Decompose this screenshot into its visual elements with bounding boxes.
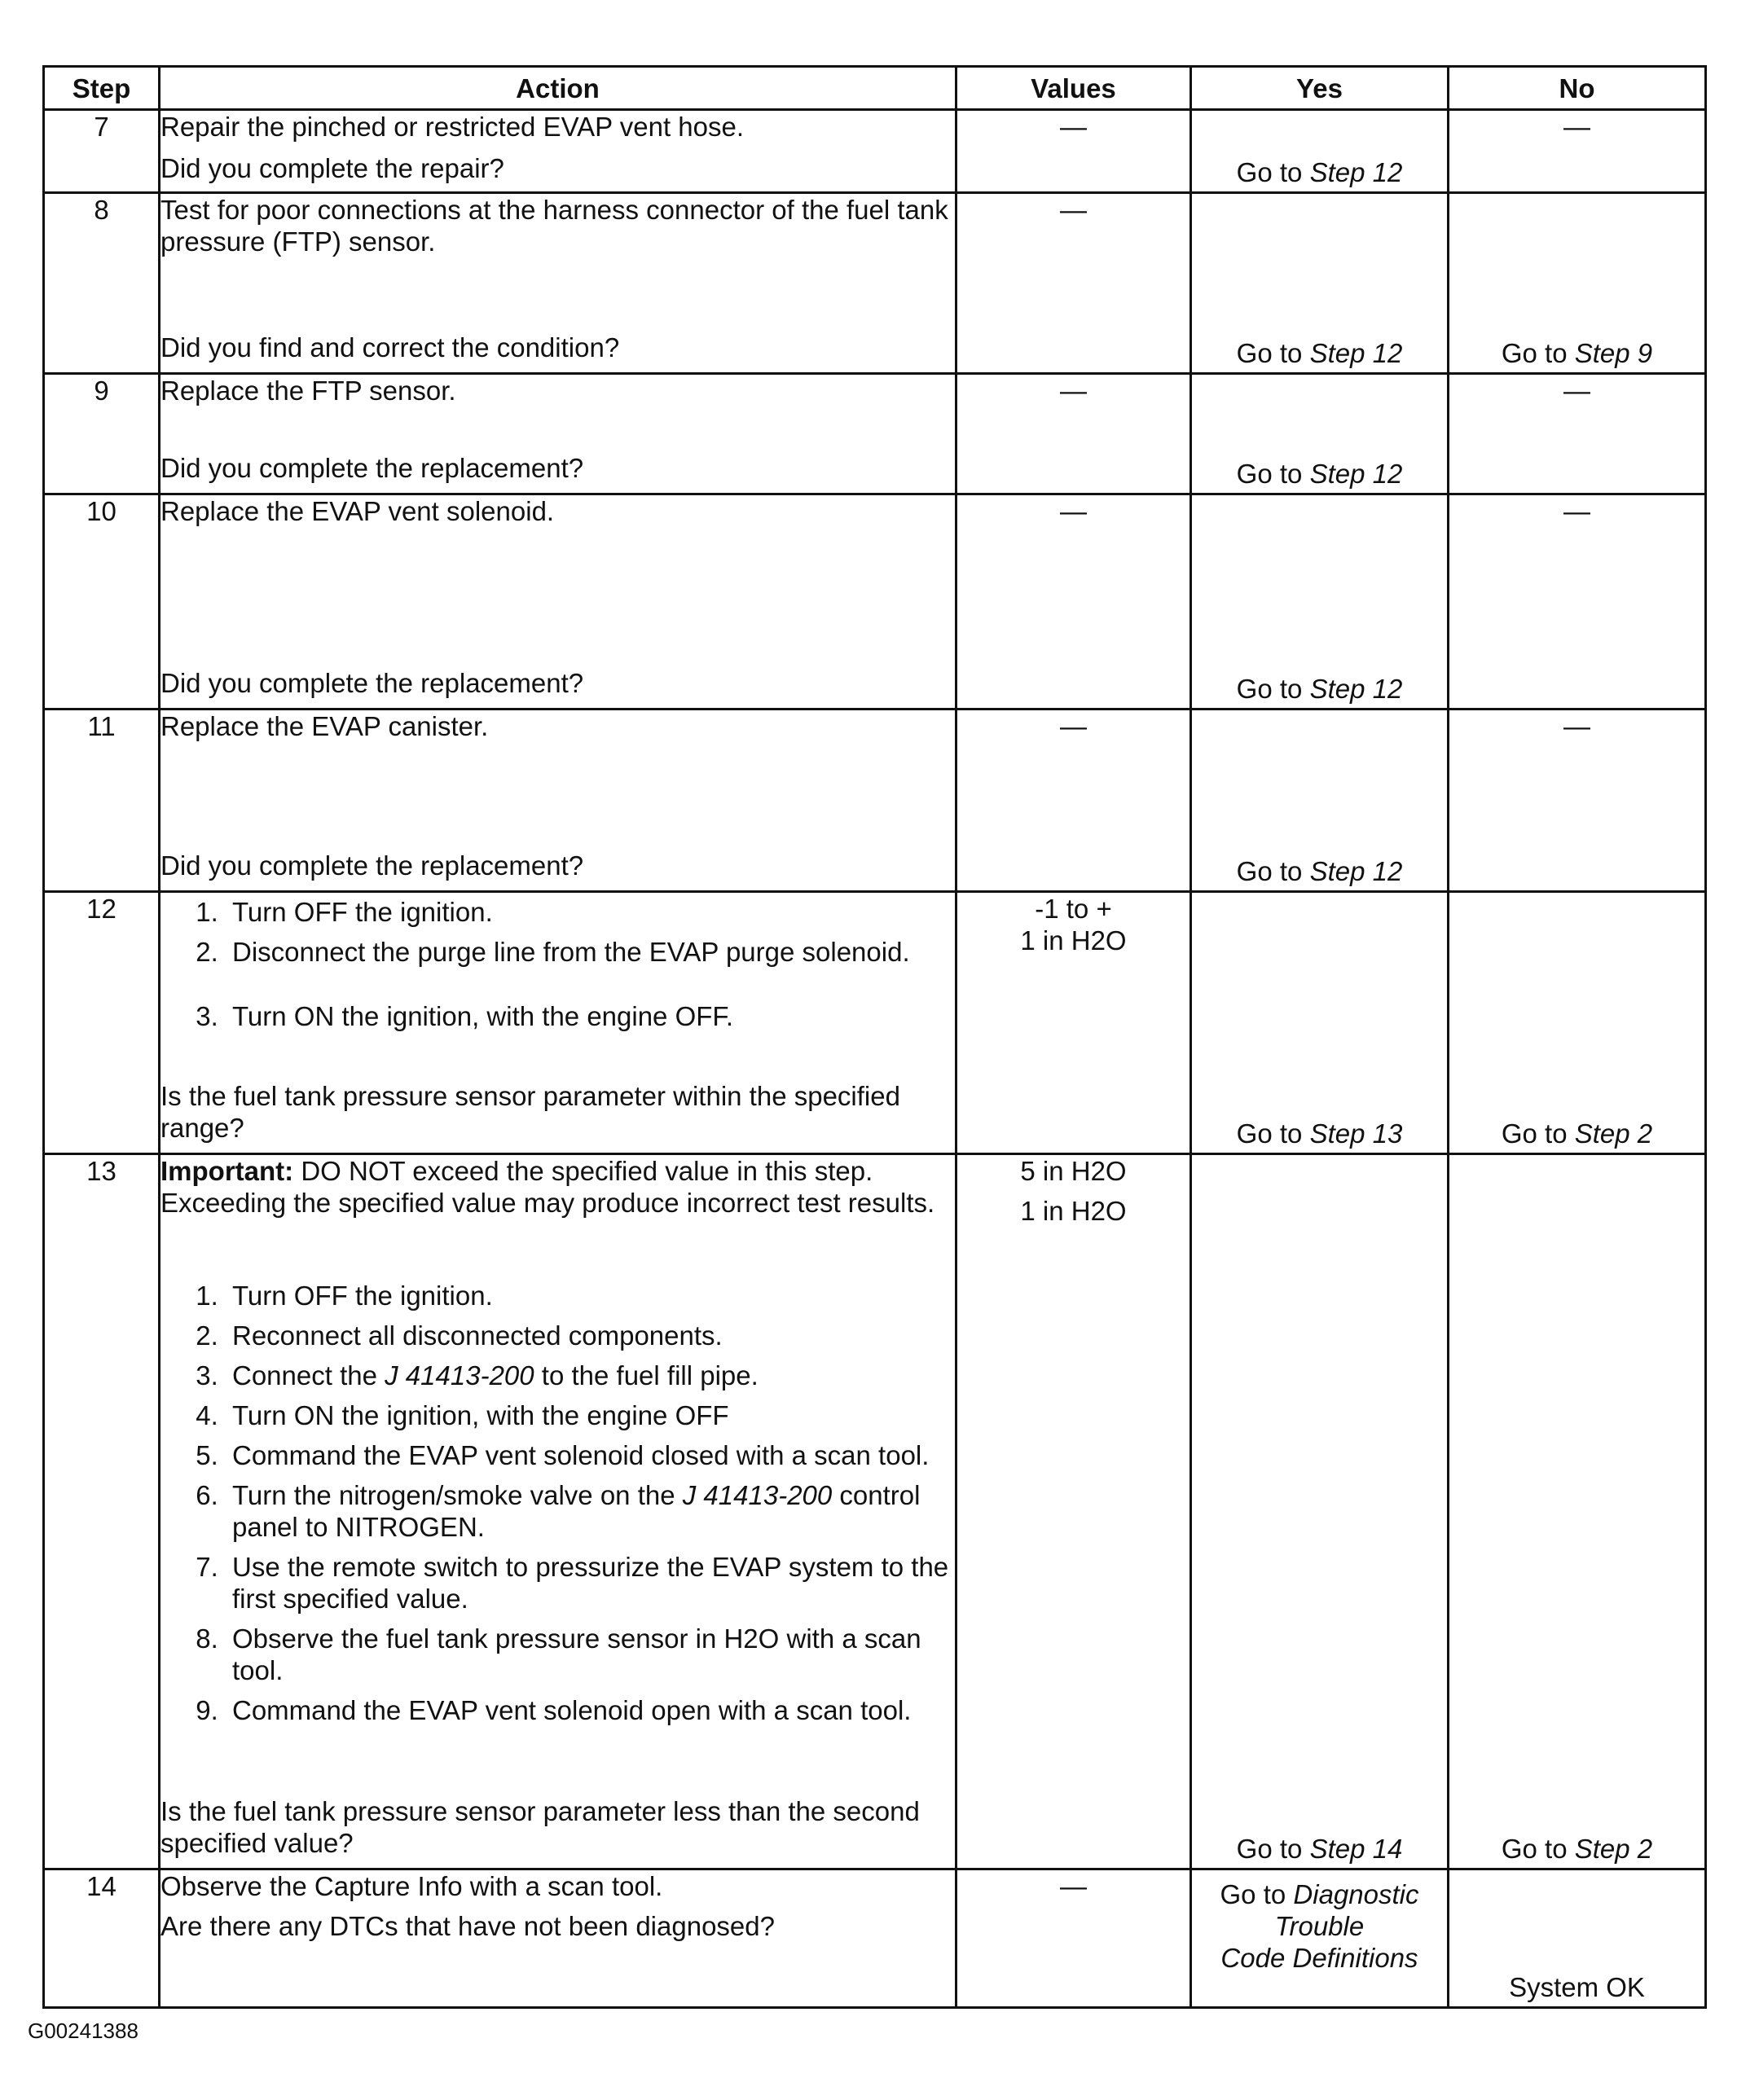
values-cell: —: [956, 110, 1191, 193]
action-question: Is the fuel tank pressure sensor parameter less than the second specified value?: [161, 1796, 920, 1858]
list-item: 2. Reconnect all disconnected components.: [226, 1320, 955, 1351]
table-row: [44, 374, 1706, 494]
action-text: Test for poor connections at the harness connector of the fuel tank pressure (FTP) sensor.: [161, 195, 948, 257]
list-item-suffix: control panel to NITROGEN.: [232, 1480, 921, 1542]
action-question: Did you find and correct the condition?: [161, 332, 620, 362]
action-question: Did you complete the replacement?: [161, 850, 584, 881]
goto-step-link[interactable]: Step 12: [1309, 338, 1403, 368]
yes-cell: [1191, 110, 1449, 193]
values-cell: —: [956, 1869, 1191, 2008]
no-cell: [1449, 1154, 1706, 1869]
yes-cell: [1191, 1869, 1449, 2008]
table-row: [44, 1869, 1706, 2008]
action-question: Did you complete the replacement?: [161, 668, 584, 698]
list-item-text: Connect the: [232, 1360, 377, 1390]
goto-prefix: Go to: [1501, 1834, 1568, 1864]
list-item: [226, 1360, 955, 1391]
table-row: [44, 193, 1706, 374]
list-item: 8. Observe the fuel tank pressure sensor in H2O with a scan tool.: [226, 1623, 955, 1686]
list-item: 4. Turn ON the ignition, with the engine OFF: [226, 1399, 955, 1431]
yes-cell: [1191, 1154, 1449, 1869]
no-cell: [1449, 193, 1706, 374]
important-note: [161, 1155, 955, 1219]
figure-code: G00241388: [28, 2019, 139, 2043]
values-cell: [956, 892, 1191, 1154]
values-cell: —: [956, 494, 1191, 710]
table-row: [44, 494, 1706, 710]
action-cell: [160, 374, 956, 494]
action-cell: [160, 494, 956, 710]
list-item: 1. Turn OFF the ignition.: [226, 896, 955, 928]
list-item: 5. Command the EVAP vent solenoid closed with a scan tool.: [226, 1439, 955, 1471]
tool-reference: J 41413-200: [385, 1360, 534, 1390]
dtc-link-line3[interactable]: Code Definitions: [1220, 1943, 1418, 1973]
value-line: 5 in H2O: [1020, 1156, 1127, 1186]
no-cell: [1449, 1869, 1706, 2008]
value-line: 1 in H2O: [1020, 1196, 1127, 1226]
action-question: Is the fuel tank pressure sensor parameter within the specified range?: [161, 1081, 900, 1143]
goto-prefix: Go to: [1236, 459, 1303, 489]
values-cell: —: [956, 374, 1191, 494]
no-cell: —: [1449, 710, 1706, 892]
table-row: [44, 110, 1706, 193]
value-line: -1 to +: [1035, 894, 1112, 924]
yes-cell: [1191, 374, 1449, 494]
step-number: 10: [44, 494, 160, 710]
goto-step-link[interactable]: Step 12: [1309, 157, 1403, 187]
list-item: 2. Disconnect the purge line from the EVAP purge solenoid.: [226, 936, 955, 968]
goto-prefix: Go to: [1236, 674, 1303, 704]
table-row: [44, 892, 1706, 1154]
header-action: Action: [160, 67, 956, 110]
goto-prefix: Go to: [1236, 856, 1303, 886]
list-item: 7. Use the remote switch to pressurize the EVAP system to the first specified value.: [226, 1551, 955, 1615]
goto-step-link[interactable]: Step 2: [1574, 1118, 1653, 1149]
values-cell: —: [956, 193, 1191, 374]
goto-prefix: Go to: [1236, 157, 1303, 187]
goto-step-link[interactable]: Step 13: [1309, 1118, 1403, 1149]
important-label: Important:: [161, 1156, 294, 1186]
yes-cell: [1191, 710, 1449, 892]
action-cell: [160, 110, 956, 193]
goto-prefix: Go to: [1220, 1879, 1286, 1909]
tool-reference: J 41413-200: [682, 1480, 833, 1510]
step-number: 9: [44, 374, 160, 494]
table-row: [44, 710, 1706, 892]
table-row: [44, 1154, 1706, 1869]
goto-prefix: Go to: [1501, 338, 1568, 368]
goto-step-link[interactable]: Step 12: [1309, 459, 1403, 489]
goto-step-link[interactable]: Step 12: [1309, 674, 1403, 704]
values-cell: [956, 1154, 1191, 1869]
goto-prefix: Go to: [1501, 1118, 1568, 1149]
header-values: Values: [956, 67, 1191, 110]
list-item: 3. Turn ON the ignition, with the engine OFF.: [226, 1000, 955, 1032]
no-cell: —: [1449, 110, 1706, 193]
step-number: 8: [44, 193, 160, 374]
action-question: Did you complete the replacement?: [161, 453, 584, 483]
no-cell: —: [1449, 374, 1706, 494]
no-cell: [1449, 892, 1706, 1154]
list-item: 1. Turn OFF the ignition.: [226, 1280, 955, 1311]
action-cell: [160, 892, 956, 1154]
goto-step-link[interactable]: Step 14: [1309, 1834, 1403, 1864]
step-number: 13: [44, 1154, 160, 1869]
action-cell: [160, 193, 956, 374]
action-text: Observe the Capture Info with a scan tool.: [161, 1871, 663, 1901]
goto-prefix: Go to: [1236, 1834, 1303, 1864]
step-number: 12: [44, 892, 160, 1154]
action-cell: [160, 1154, 956, 1869]
step-number: 11: [44, 710, 160, 892]
no-cell: —: [1449, 494, 1706, 710]
list-item: [226, 1479, 955, 1543]
procedure-list: [161, 896, 955, 1040]
action-text: Repair the pinched or restricted EVAP vent hose.: [161, 112, 745, 142]
action-cell: [160, 1869, 956, 2008]
yes-cell: [1191, 494, 1449, 710]
header-step: Step: [44, 67, 160, 110]
list-item-suffix: to the fuel fill pipe.: [541, 1360, 759, 1390]
header-no: No: [1449, 67, 1706, 110]
step-number: 14: [44, 1869, 160, 2008]
procedure-list: [161, 1280, 955, 1734]
action-text: Replace the EVAP vent solenoid.: [161, 496, 555, 526]
action-text: Replace the FTP sensor.: [161, 376, 456, 406]
action-question: Did you complete the repair?: [161, 153, 504, 183]
diagnostic-table: [42, 65, 1707, 2009]
values-cell: —: [956, 710, 1191, 892]
dtc-link-line2[interactable]: Trouble: [1274, 1911, 1365, 1941]
action-question: Are there any DTCs that have not been diagnosed?: [161, 1911, 775, 1941]
goto-prefix: Go to: [1236, 1118, 1303, 1149]
goto-step-link[interactable]: Step 12: [1309, 856, 1403, 886]
goto-step-link[interactable]: Step 2: [1574, 1834, 1653, 1864]
yes-cell: [1191, 892, 1449, 1154]
action-text: Replace the EVAP canister.: [161, 711, 489, 741]
list-item-text: Turn the nitrogen/smoke valve on the: [232, 1480, 675, 1510]
value-line: 1 in H2O: [1020, 925, 1127, 956]
list-item: 9. Command the EVAP vent solenoid open with a scan tool.: [226, 1694, 955, 1726]
header-row: [44, 67, 1706, 110]
action-cell: [160, 710, 956, 892]
header-yes: Yes: [1191, 67, 1449, 110]
dtc-link-line1[interactable]: Diagnostic: [1293, 1879, 1419, 1909]
yes-cell: [1191, 193, 1449, 374]
goto-prefix: Go to: [1236, 338, 1303, 368]
step-number: 7: [44, 110, 160, 193]
important-text: DO NOT exceed the specified value in this step. Exceeding the specified value may produce incorrect test results.: [161, 1156, 935, 1218]
system-ok-text: System OK: [1509, 1972, 1645, 2002]
goto-step-link[interactable]: Step 9: [1574, 338, 1653, 368]
